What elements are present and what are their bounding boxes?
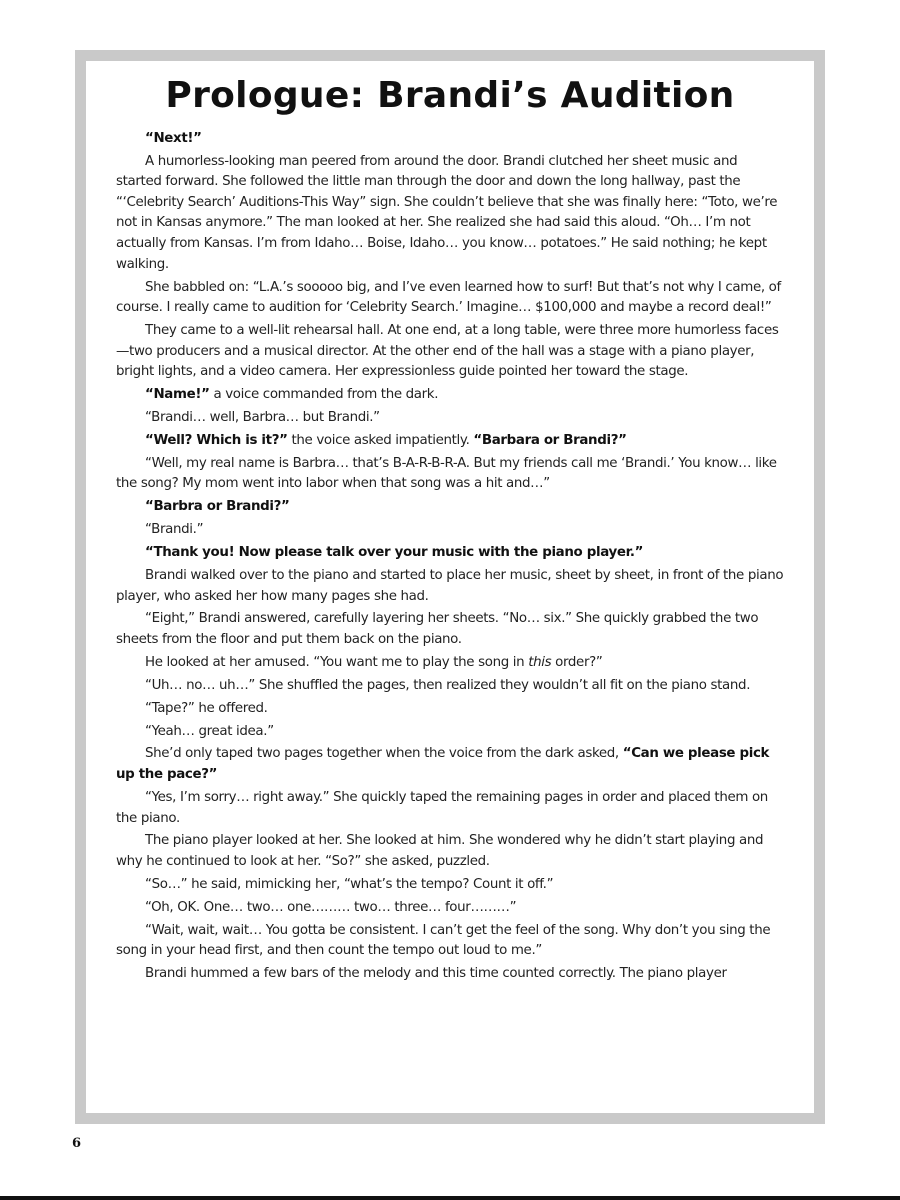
page-border xyxy=(75,50,825,1124)
paragraph: “So…” he said, mimicking her, “what’s the tempo? Count it off.” xyxy=(145,876,554,892)
paragraph: Brandi walked over to the piano and started to place her music, sheet by sheet, in front of the piano player, who asked her how many pages she had. xyxy=(116,567,784,604)
paragraph: “Thank you! Now please talk over your music with the piano player.” xyxy=(145,545,644,561)
page-title: Prologue: Brandi’s Audition xyxy=(165,75,735,116)
paragraph: “Brandi… well, Barbra… but Brandi.” xyxy=(145,410,380,425)
paragraph: “Tape?” he offered. xyxy=(145,700,268,716)
paragraph: “Uh… no… uh…” She shuffled the pages, then realized they wouldn’t all fit on the piano stand. xyxy=(145,677,751,693)
paragraph: She babbled on: “L.A.’s sooooo big, and I’ve even learned how to surf! But that’s not why I came, of course. I really came to audition for ‘Celebrity Search.’ Imagine… $100,000 and maybe a record deal!” xyxy=(116,279,781,316)
paragraph: The piano player looked at her. She looked at him. She wondered why he didn’t start playing and why he continued to look at her. “So?” she asked, puzzled. xyxy=(116,833,764,870)
paragraph: “Brandi.” xyxy=(145,522,204,538)
paragraph: They came to a well-lit rehearsal hall. At one end, at a long table, were three more humorless faces—two producers and a musical director. At the other end of the hall was a stage with a piano player, bright lights, and a video camera. Her expressionless guide pointed her toward the stage. xyxy=(116,323,779,380)
paragraph: “Barbra or Brandi?” xyxy=(145,499,290,515)
paragraph: “Well, my real name is Barbra… that’s B-A-R-B-R-A. But my friends call me ‘Brandi.’ You know… like the song? My mom went into labor when that song was a hit and…” xyxy=(116,455,777,492)
paragraph: “Oh, OK. One… two… one……… two… three… four………” xyxy=(145,899,517,915)
paragraph: “Eight,” Brandi answered, carefully layering her sheets. “No… six.” She quickly grabbed the two sheets from the floor and put them back on the piano. xyxy=(116,611,759,648)
paragraph: “Wait, wait, wait… You gotta be consistent. I can’t get the feel of the song. Why don’t you sing the song in your head first, and then count the tempo out loud to me.” xyxy=(116,922,771,959)
paragraph: “Name!” a voice commanded from the dark. xyxy=(145,387,439,403)
paragraph: She’d only taped two pages together when the voice from the dark asked, “Can we please pick up the pace?” xyxy=(116,746,770,783)
bottom-rule xyxy=(0,1196,900,1200)
page-number: 6 xyxy=(72,1136,82,1151)
paragraph: He looked at her amused. “You want me to play the song in this order?” xyxy=(145,654,603,670)
paragraph: “Next!” xyxy=(145,130,202,146)
page-content xyxy=(86,61,814,1113)
paragraph: “Well? Which is it?” the voice asked impatiently. “Barbara or Brandi?” xyxy=(145,432,627,448)
story-text xyxy=(116,129,784,985)
paragraph: “Yes, I’m sorry… right away.” She quickly taped the remaining pages in order and placed them on the piano. xyxy=(116,789,768,826)
paragraph: Brandi hummed a few bars of the melody and this time counted correctly. The piano player xyxy=(145,966,727,982)
paragraph: “Yeah… great idea.” xyxy=(145,723,274,739)
paragraph: A humorless-looking man peered from around the door. Brandi clutched her sheet music and started forward. She followed the little man through the door and down the long hallway, past the “‘Celebrity Search’ Auditions-This Way” sign. She couldn’t believe that she was finally here: “Toto, we’re not in Kansas anymore.” The man looked at her. She realized she had said this aloud. “Oh… I’m not actually from Kansas. I’m from Idaho… Boise, Idaho… you know… potatoes.” He said nothing; he kept walking. xyxy=(116,153,778,272)
